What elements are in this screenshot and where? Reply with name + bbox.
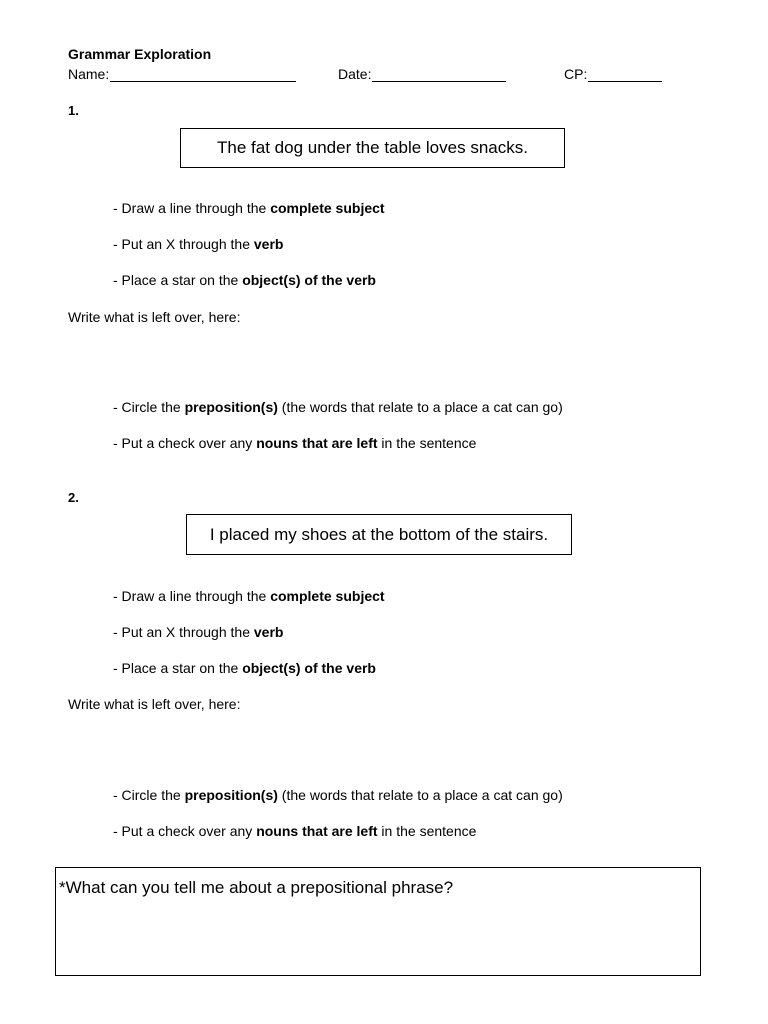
sentence-box	[186, 514, 572, 555]
leftover-prompt: Write what is left over, here:	[68, 309, 241, 325]
sentence-box	[180, 128, 565, 168]
worksheet-title: Grammar Exploration	[68, 46, 212, 62]
instruction-preposition	[113, 399, 563, 415]
instruction-keyword: object(s) of the verb	[242, 660, 376, 676]
cp-label: CP:	[564, 66, 588, 82]
instruction-text: - Circle the	[113, 399, 185, 415]
instruction-keyword: nouns that are left	[256, 823, 378, 839]
question-number: 1.	[68, 103, 79, 118]
instruction-complete-subject	[113, 200, 385, 216]
date-blank[interactable]	[372, 68, 506, 82]
instruction-verb	[113, 236, 283, 252]
sentence-text: I placed my shoes at the bottom of the stairs.	[209, 524, 549, 544]
date-field[interactable]	[338, 66, 506, 82]
instruction-text: - Put an X through the	[113, 236, 254, 252]
instruction-object	[113, 272, 376, 288]
instruction-nouns	[113, 435, 476, 451]
instruction-keyword: preposition(s)	[184, 399, 278, 415]
instruction-nouns	[113, 823, 476, 839]
instruction-object	[113, 660, 376, 676]
instruction-text: - Put a check over any	[113, 435, 257, 451]
instruction-keyword: preposition(s)	[184, 787, 278, 803]
instruction-keyword: verb	[253, 624, 284, 640]
instruction-text: - Put a check over any	[113, 823, 257, 839]
name-blank[interactable]	[110, 68, 296, 82]
instruction-text: in the sentence	[377, 435, 477, 451]
instruction-text: - Put an X through the	[113, 624, 254, 640]
question-number: 2.	[68, 490, 79, 505]
instruction-keyword: complete subject	[270, 588, 385, 604]
instruction-verb	[113, 624, 283, 640]
date-label: Date:	[338, 66, 372, 82]
instruction-complete-subject	[113, 588, 385, 604]
final-question-text: *What can you tell me about a prepositional phrase?	[59, 878, 454, 897]
instruction-text: - Draw a line through the	[113, 200, 271, 216]
instruction-text: (the words that relate to a place a cat can go)	[277, 399, 563, 415]
instruction-text: - Draw a line through the	[113, 588, 271, 604]
instruction-keyword: object(s) of the verb	[242, 272, 376, 288]
instruction-keyword: nouns that are left	[256, 435, 378, 451]
instruction-text: - Place a star on the	[113, 272, 243, 288]
instruction-text: - Circle the	[113, 787, 185, 803]
instruction-preposition	[113, 787, 563, 803]
cp-blank[interactable]	[588, 68, 662, 82]
prepositional-phrase-answer-box[interactable]	[55, 867, 701, 976]
leftover-prompt: Write what is left over, here:	[68, 696, 241, 712]
name-field[interactable]	[68, 66, 296, 82]
name-label: Name:	[68, 66, 110, 82]
instruction-text: (the words that relate to a place a cat can go)	[277, 787, 563, 803]
instruction-text: in the sentence	[377, 823, 477, 839]
instruction-keyword: verb	[253, 236, 284, 252]
sentence-text: The fat dog under the table loves snacks.	[217, 138, 528, 157]
instruction-text: - Place a star on the	[113, 660, 243, 676]
cp-field[interactable]	[564, 66, 662, 82]
instruction-keyword: complete subject	[270, 200, 385, 216]
